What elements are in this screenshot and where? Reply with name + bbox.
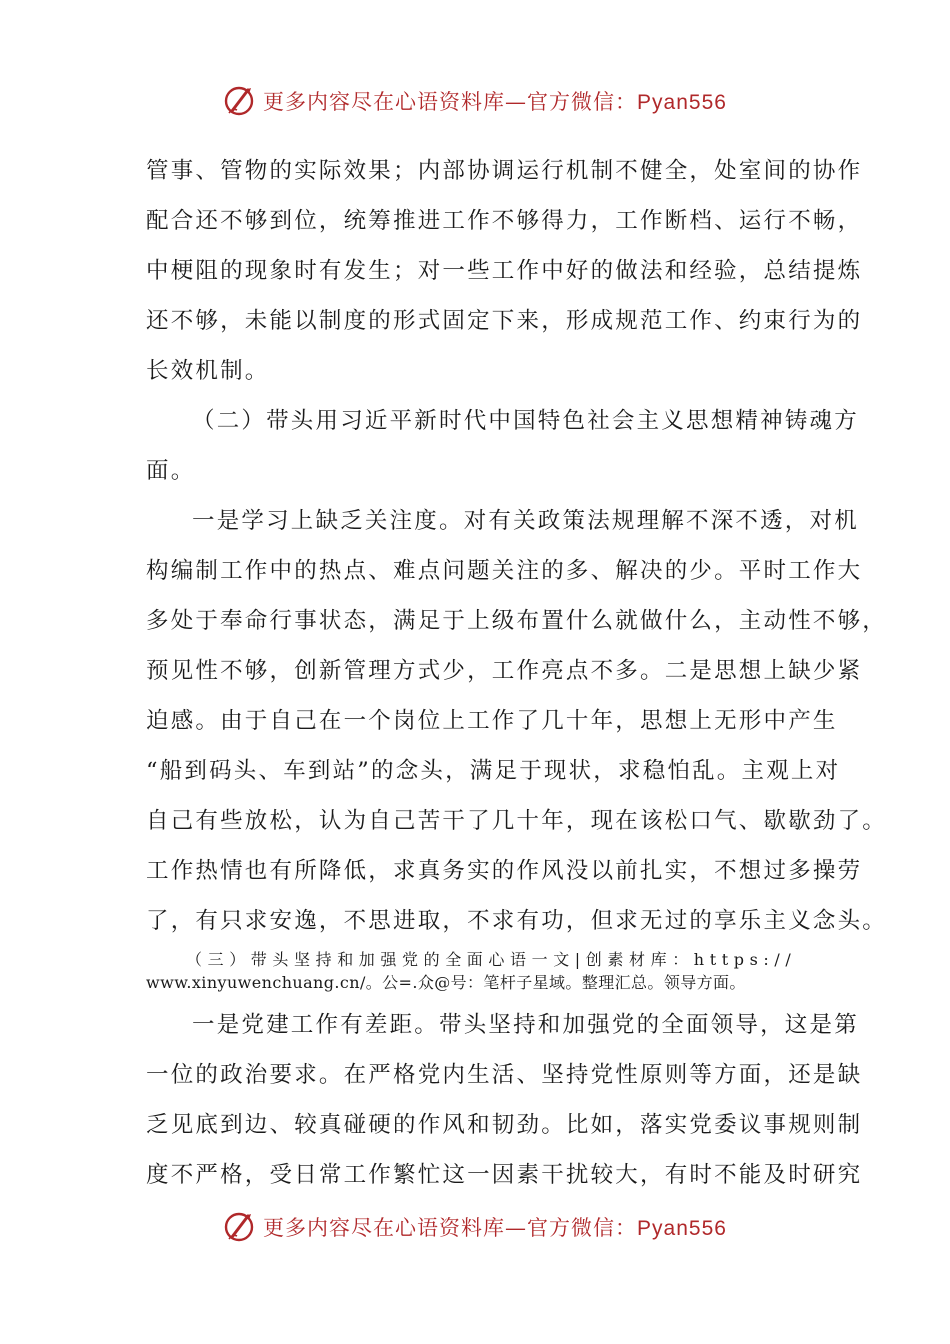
text-line: 构编制工作中的热点、难点问题关注的多、解决的少。平时工作大 — [146, 558, 863, 584]
banner-text: 更多内容尽在心语资料库—官方微信：Pyan556 — [263, 1216, 727, 1240]
banner-text: 更多内容尽在心语资料库—官方微信：Pyan556 — [263, 90, 727, 114]
section-heading-3 — [146, 948, 811, 994]
document-body — [146, 146, 888, 1200]
paragraph-3 — [146, 1000, 863, 1200]
paragraph-1 — [146, 146, 863, 396]
text-line: 预见性不够，创新管理方式少，工作亮点不多。二是思想上缺少紧 — [146, 658, 863, 684]
heading-line: （二）带头用习近平新时代中国特色社会主义思想精神铸魂方 — [192, 408, 859, 434]
heading-line: www.xinyuwenchuang.cn/。公=.众@号：笔杆子星域。整理汇总。领导方面。 — [146, 973, 746, 992]
text-line: 多处于奉命行事状态，满足于上级布置什么就做什么，主动性不够， — [146, 608, 888, 634]
text-line: 了，有只求安逸，不思进取，不求有功，但求无过的享乐主义念头。 — [146, 908, 888, 934]
text-line: 还不够，未能以制度的形式固定下来，形成规范工作、约束行为的 — [146, 308, 863, 334]
text-line: 配合还不够到位，统筹推进工作不够得力，工作断档、运行不畅， — [146, 208, 863, 234]
heading-line: 面。 — [146, 458, 196, 484]
text-line: 一是学习上缺乏关注度。对有关政策法规理解不深不透，对机 — [192, 508, 859, 534]
pen-logo-icon — [223, 1210, 257, 1244]
header-banner — [0, 84, 950, 124]
paragraph-2 — [146, 496, 888, 946]
text-line: 乏见底到边、较真碰硬的作风和韧劲。比如，落实党委议事规则制 — [146, 1112, 863, 1138]
text-line: 一是党建工作有差距。带头坚持和加强党的全面领导，这是第 — [192, 1012, 859, 1038]
wechat-id: Pyan556 — [637, 1217, 727, 1240]
footer-banner — [0, 1210, 950, 1250]
section-heading-2 — [146, 396, 859, 496]
text-line: 工作热情也有所降低，求真务实的作风没以前扎实，不想过多操劳 — [146, 858, 863, 884]
text-line: “船到码头、车到站”的念头，满足于现状，求稳怕乱。主观上对 — [146, 758, 841, 784]
text-line: 迫感。由于自己在一个岗位上工作了几十年，思想上无形中产生 — [146, 708, 838, 734]
pen-logo-icon — [223, 84, 257, 118]
text-line: 中梗阻的现象时有发生；对一些工作中好的做法和经验，总结提炼 — [146, 258, 863, 284]
heading-line: （三）带头坚持和加强党的全面心语一文|创素材库：https:// — [186, 950, 797, 969]
wechat-id: Pyan556 — [637, 91, 727, 114]
text-line: 度不严格，受日常工作繁忙这一因素干扰较大，有时不能及时研究 — [146, 1162, 863, 1188]
text-line: 长效机制。 — [146, 358, 270, 384]
text-line: 一位的政治要求。在严格党内生活、坚持党性原则等方面，还是缺 — [146, 1062, 863, 1088]
text-line: 自己有些放松，认为自己苦干了几十年，现在该松口气、歇歇劲了。 — [146, 808, 888, 834]
text-line: 管事、管物的实际效果；内部协调运行机制不健全，处室间的协作 — [146, 158, 863, 184]
